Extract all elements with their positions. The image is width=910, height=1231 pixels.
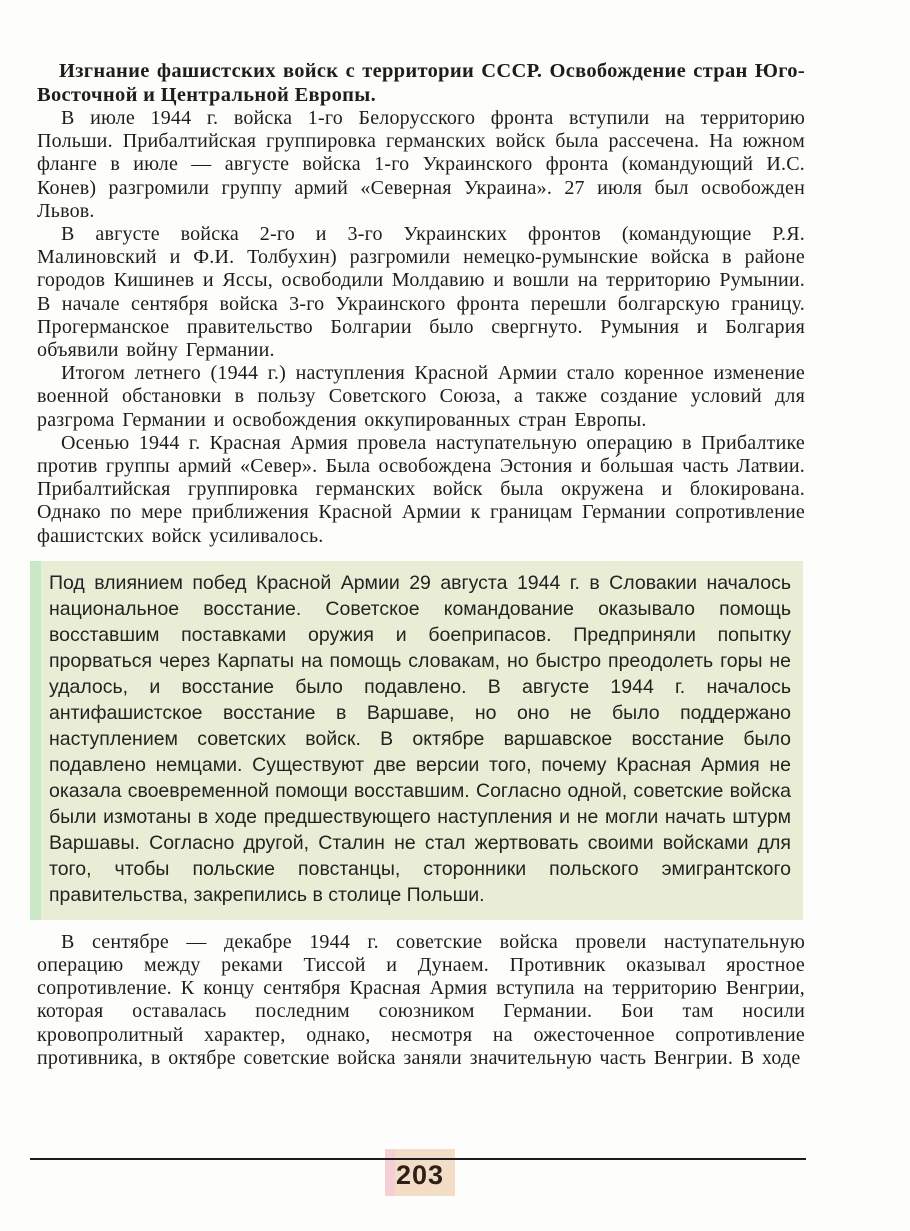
footer-rule bbox=[30, 1158, 806, 1160]
body-paragraph: Осенью 1944 г. Красная Армия провела наступательную операцию в Прибалтике против группы армий «Север». Была освобождена Эстония и бо́льшая часть Латвии. Прибалтийская группировка германских войск была окружена и блокирована. Однако по мере приближения Красной Армии к границам Германии сопротивление фашистских войск усиливалось. bbox=[37, 431, 805, 547]
body-paragraph: Итогом летнего (1944 г.) наступления Красной Армии стало коренное изменение военной обстановки в пользу Советского Союза, а также создание условий для разгрома Германии и освобождения оккупированных стран Европы. bbox=[37, 362, 805, 431]
section-heading: Изгнание фашистских войск с территории СССР. Освобождение стран Юго-Восточной и Центральной Европы. bbox=[37, 60, 805, 106]
page-number: 203 bbox=[395, 1160, 445, 1190]
body-paragraph: В сентябре — декабре 1944 г. советские войска провели наступательную операцию между реками Тиссой и Дунаем. Противник оказывал яростное сопротивление. К концу сентября Красная Армия вступила на территорию Венгрии, которая оставалась последним союзником Германии. Бои там носили кровопролитный характер, однако, несмотря на ожесточенное сопротивление противника, в октябре советские войска заняли значительную часть Венгрии. В ходе bbox=[37, 930, 805, 1069]
body-paragraph: В июле 1944 г. войска 1-го Белорусского фронта вступили на территорию Польши. Прибалтийская группировка германских войск была рассечена. На южном фланге в июле — августе войска 1-го Украинского фронта (командующий И.С. Конев) разгромили группу армий «Северная Украина». 27 июля был освобожден Львов. bbox=[37, 107, 805, 222]
page-number-badge bbox=[385, 1149, 455, 1196]
highlight-box-text: Под влиянием побед Красной Армии 29 августа 1944 г. в Словакии началось национальное восстание. Советское командование оказывало помощь восставшим поставками оружия и боеприпасов. Предприняли попытку прорваться через Карпаты на помощь словакам, но быстро преодолеть горы не удалось, и восстание было подавлено. В августе 1944 г. началось антифашистское восстание в Варшаве, но оно не было поддержано наступлением советских войск. В октябре варшавское восстание было подавлено немцами. Существуют две версии того, почему Красная Армия не оказала своевременной помощи восставшим. Согласно одной, советские войска были измотаны в ходе предшествующего наступления и не могли начать штурм Варшавы. Согласно другой, Сталин не стал жертвовать своими войсками для того, чтобы польские повстанцы, сторонники польского эмигрантского правительства, закрепились в столице Польши. bbox=[49, 571, 791, 906]
highlight-box bbox=[30, 561, 803, 920]
body-paragraph: В августе войска 2-го и 3-го Украинских фронтов (командующие Р.Я. Малиновский и Ф.И. Толбухин) разгромили немецко-румынские войска в районе городов Кишинев и Яссы, освободили Молдавию и вошли на территорию Румынии. В начале сентября войска 3-го Украинского фронта перешли болгарскую границу. Прогерманское правительство Болгарии было свергнуто. Румыния и Болгария объявили войну Германии. bbox=[37, 223, 805, 362]
